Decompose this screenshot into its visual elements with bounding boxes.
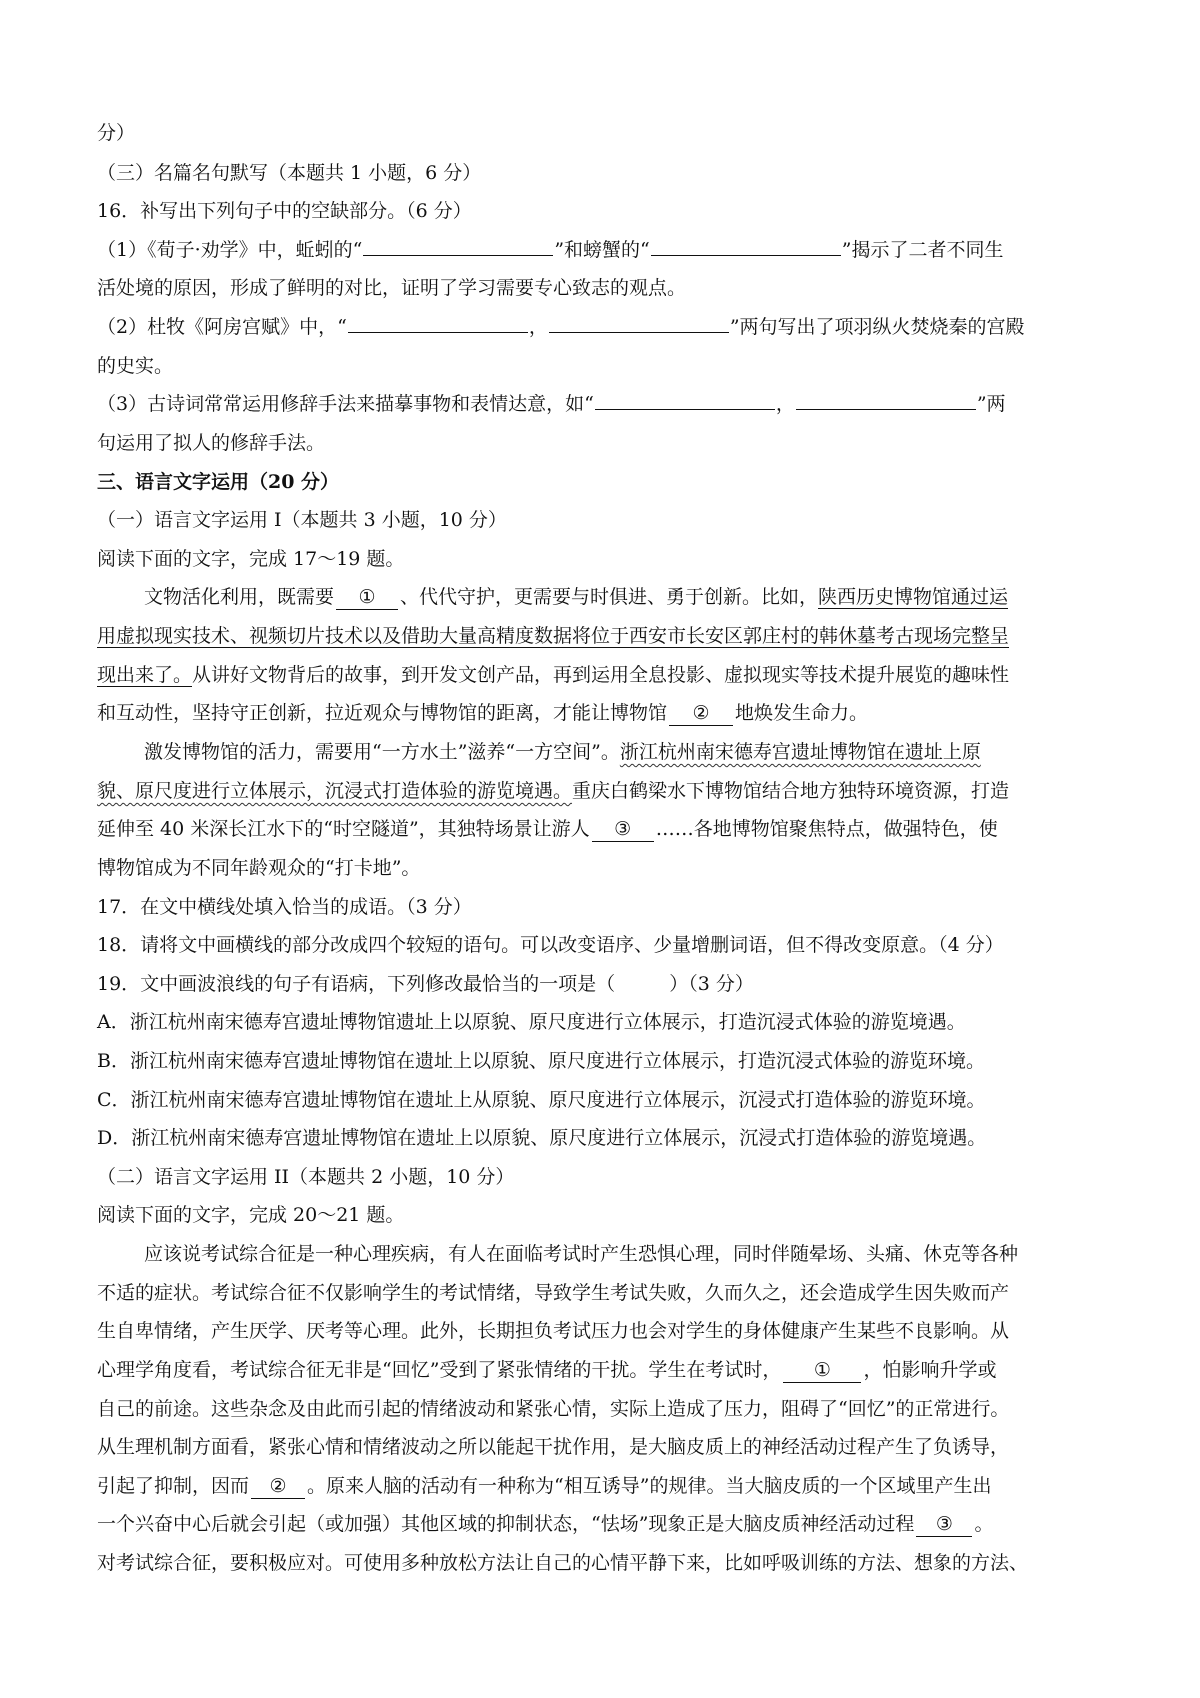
- text-segment: 引起了抑制，因而: [97, 1475, 250, 1497]
- wavy-underlined-text: 貌、原尺度进行立体展示，沉浸式打造体验的游览境遇。: [97, 780, 573, 802]
- text-segment: 从讲好文物背后的故事，到开发文创产品，再到运用全息投影、虚拟现实等技术提升展览的趣味性: [192, 664, 1010, 686]
- passage-line: 应该说考试综合征是一种心理疾病，有人在面临考试时产生恐惧心理，同时伴随晕场、头痛、休克等各种: [144, 1243, 1019, 1265]
- option-b[interactable]: B．浙江杭州南宋德寿宫遗址博物馆在遗址上以原貌、原尺度进行立体展示，打造沉浸式体验的游览环境。: [97, 1050, 985, 1072]
- text-segment: 地焕发生命力。: [735, 702, 869, 724]
- text-segment: ”揭示了二者不同生: [841, 239, 1004, 261]
- instruction: 阅读下面的文字，完成 17～19 题。: [97, 548, 405, 570]
- text-segment: 文物活化利用，既需要: [144, 586, 335, 608]
- text-segment: 。原来人脑的活动有一种称为“相互诱导”的规律。当大脑皮质的一个区域里产生出: [307, 1475, 992, 1497]
- passage-line: [97, 776, 1009, 806]
- passage-line: [144, 582, 1008, 612]
- option-a[interactable]: A．浙江杭州南宋德寿宫遗址博物馆遗址上以原貌、原尺度进行立体展示，打造沉浸式体验的游览境遇。: [97, 1011, 966, 1033]
- passage-line: [97, 1471, 991, 1501]
- passage-line: [97, 1355, 996, 1385]
- passage-line: 博物馆成为不同年龄观众的“打卡地”。: [97, 857, 421, 879]
- answer-blank[interactable]: [796, 390, 976, 410]
- wavy-underlined-text: 浙江杭州南宋德寿宫遗址博物馆在遗址上原: [619, 741, 981, 763]
- text-segment: ……各地博物馆聚焦特点，做强特色，使: [655, 818, 998, 840]
- text-segment: （3）古诗词常常运用修辞手法来描摹事物和表情达意，如“: [97, 393, 594, 415]
- question-18: 18．请将文中画横线的部分改成四个较短的语句。可以改变语序、少量增删词语，但不得改变原意。（4 分）: [97, 934, 1004, 956]
- text-line: 分）: [97, 122, 136, 144]
- text-segment: ”和螃蟹的“: [554, 239, 650, 261]
- passage-line: 不适的症状。考试综合征不仅影响学生的考试情绪，导致学生考试失败，久而久之，还会造成学生因失败而产: [97, 1282, 1010, 1304]
- underlined-text: 现出来了。: [97, 664, 193, 686]
- text-segment: ，: [775, 393, 795, 415]
- question-16-1: [97, 235, 1004, 265]
- text-segment: ）（3 分）: [669, 973, 754, 995]
- question-19: [97, 969, 754, 999]
- section-heading: （一）语言文字运用 I（本题共 3 小题，10 分）: [97, 509, 507, 531]
- passage-line: 生自卑情绪，产生厌学、厌考等心理。此外，长期担负考试压力也会对学生的身体健康产生某些不良影响。从: [97, 1320, 1010, 1342]
- answer-blank[interactable]: [651, 236, 841, 256]
- text-segment: 延伸至 40 米深长江水下的“时空隧道”，其独特场景让游人: [97, 818, 590, 840]
- underlined-text: 陕西历史博物馆通过运: [818, 586, 1009, 608]
- answer-blank[interactable]: [363, 236, 553, 256]
- passage-line: [97, 698, 868, 728]
- text-segment: 心理学角度看，考试综合征无非是“回忆”受到了紧张情绪的干扰。学生在考试时，: [97, 1359, 782, 1381]
- passage-line: 对考试综合征，要积极应对。可使用多种放松方法让自己的心情平静下来，比如呼吸训练的方法、想象的方法、: [97, 1552, 1029, 1574]
- text-segment: 19．文中画波浪线的句子有语病，下列修改最恰当的一项是（: [97, 973, 616, 995]
- text-segment: 、代代守护，更需要与时俱进、勇于创新。比如，: [400, 586, 819, 608]
- blank-marker[interactable]: ②: [251, 1474, 305, 1499]
- passage-line: [97, 660, 1009, 690]
- question-16-3: [97, 389, 1006, 419]
- text-line: 句运用了拟人的修辞手法。: [97, 432, 326, 454]
- option-d[interactable]: D．浙江杭州南宋德寿宫遗址博物馆在遗址上以原貌、原尺度进行立体展示，沉浸式打造体验的游览境遇。: [97, 1127, 987, 1149]
- answer-blank[interactable]: [549, 313, 729, 333]
- text-segment: ”两句写出了项羽纵火焚烧秦的宫殿: [729, 316, 1025, 338]
- part-heading: 三、语言文字运用（20 分）: [97, 471, 340, 493]
- answer-blank[interactable]: [348, 313, 528, 333]
- passage-line: 自己的前途。这些杂念及由此而引起的情绪波动和紧张心情，实际上造成了压力，阻碍了“回忆”的正常进行。: [97, 1398, 1010, 1420]
- text-segment: 激发博物馆的活力，需要用“一方水土”滋养“一方空间”。: [144, 741, 620, 763]
- blank-marker[interactable]: ①: [783, 1358, 861, 1383]
- passage-line: [97, 814, 998, 844]
- text-segment: ，: [528, 316, 548, 338]
- question-16: 16．补写出下列句子中的空缺部分。（6 分）: [97, 200, 472, 222]
- passage-line: 从生理机制方面看，紧张心情和情绪波动之所以能起干扰作用，是大脑皮质上的神经活动过程产生了负诱导，: [97, 1436, 1010, 1458]
- text-segment: （2）杜牧《阿房宫赋》中，“: [97, 316, 347, 338]
- text-segment: （1）《荀子·劝学》中，蚯蚓的“: [97, 239, 363, 261]
- text-line: 的史实。: [97, 355, 174, 377]
- answer-blank[interactable]: [595, 390, 775, 410]
- underlined-text: 用虚拟现实技术、视频切片技术以及借助大量高精度数据将位于西安市长安区郭庄村的韩休墓考古现场完整呈: [97, 625, 1010, 647]
- passage-line: [144, 737, 981, 767]
- section-heading: （三）名篇名句默写（本题共 1 小题，6 分）: [97, 162, 482, 184]
- text-segment: 重庆白鹤梁水下博物馆结合地方独特环境资源，打造: [572, 780, 1010, 802]
- text-segment: 和互动性，坚持守正创新，拉近观众与博物馆的距离，才能让博物馆: [97, 702, 668, 724]
- passage-line: [97, 621, 1009, 651]
- text-line: 活处境的原因，形成了鲜明的对比，证明了学习需要专心致志的观点。: [97, 277, 687, 299]
- blank-marker[interactable]: ②: [669, 701, 733, 726]
- section-heading: （二）语言文字运用 II（本题共 2 小题，10 分）: [97, 1166, 515, 1188]
- text-segment: ，怕影响升学或: [863, 1359, 997, 1381]
- text-segment: 一个兴奋中心后就会引起（或加强）其他区域的抑制状态，“怯场”现象正是大脑皮质神经活动过程: [97, 1513, 915, 1535]
- text-segment: 。: [974, 1513, 994, 1535]
- passage-line: [97, 1509, 993, 1539]
- option-c[interactable]: C．浙江杭州南宋德寿宫遗址博物馆在遗址上从原貌、原尺度进行立体展示，沉浸式打造体验的游览环境。: [97, 1089, 986, 1111]
- blank-marker[interactable]: ①: [336, 585, 398, 610]
- text-segment: ”两: [976, 393, 1006, 415]
- blank-marker[interactable]: ③: [592, 817, 654, 842]
- question-16-2: [97, 312, 1025, 342]
- question-17: 17．在文中横线处填入恰当的成语。（3 分）: [97, 896, 472, 918]
- blank-marker[interactable]: ③: [916, 1512, 972, 1537]
- instruction: 阅读下面的文字，完成 20～21 题。: [97, 1204, 405, 1226]
